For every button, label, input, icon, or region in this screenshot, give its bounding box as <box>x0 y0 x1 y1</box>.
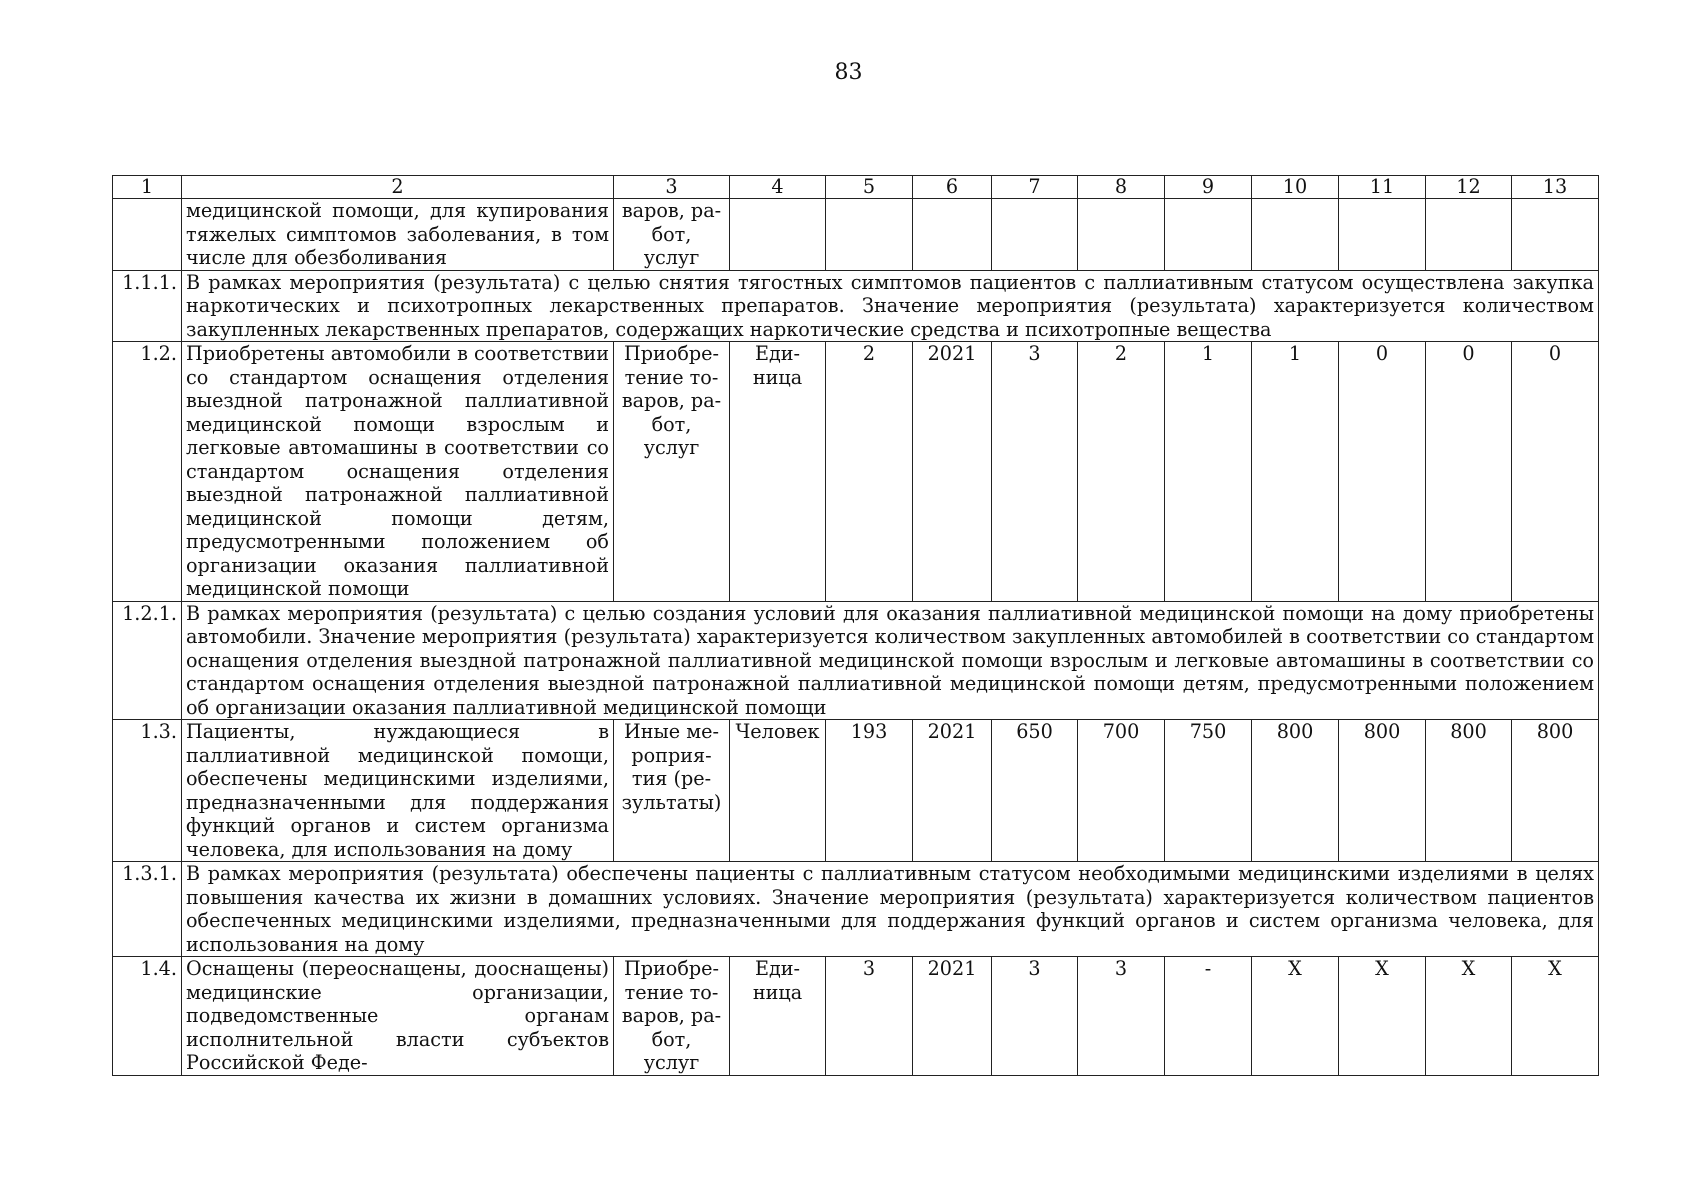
value-col-10: 800 <box>1252 720 1339 862</box>
value-col-9: - <box>1165 957 1252 1076</box>
header-col-10: 10 <box>1252 176 1339 199</box>
value-col-8: 2 <box>1078 342 1165 602</box>
header-col-3: 3 <box>614 176 730 199</box>
header-col-9: 9 <box>1165 176 1252 199</box>
row-number: 1.3.1. <box>113 862 182 957</box>
header-col-1: 1 <box>113 176 182 199</box>
result-kind-line: тение то- <box>624 365 719 389</box>
table-row <box>113 720 1599 862</box>
value-col-7 <box>992 199 1078 271</box>
note-text: В рамках мероприятия (результата) с целью создания условий для оказания паллиативной медицинской помощи на дому приобретены автомобили. Значение мероприятия (результата) характеризуется количеством закупленных автомобилей в соответствии со стандартом оснащения отделения выездной патронажной паллиативной медицинской помощи взрослым и легковые автомашины в соответствии со стандартом оснащения отделения выездной патронажной паллиативной медицинской помощи детям, предусмотренными положением об организации оказания паллиативной медицинской помощи <box>182 601 1599 720</box>
value-col-5: 3 <box>826 957 913 1076</box>
header-col-13: 13 <box>1512 176 1599 199</box>
result-kind-line: зультаты) <box>621 790 722 814</box>
results-table <box>112 175 1599 1076</box>
header-col-4: 4 <box>730 176 826 199</box>
result-kind-line: Иные ме- <box>623 720 719 743</box>
value-col-8: 700 <box>1078 720 1165 862</box>
result-kind-line: услуг <box>643 246 700 269</box>
result-name: Оснащены (переоснащены, дооснащены) медицинские организации, подведомственные органам исполнительной власти субъектов Российской Феде- <box>182 957 614 1076</box>
row-number: 1.2. <box>113 342 182 602</box>
header-col-7: 7 <box>992 176 1078 199</box>
result-name: Приобретены автомобили в соответствии со стандартом оснащения отделения выездной патронажной паллиативной медицинской помощи взрослым и легковые автомашины в соответствии со стандартом оснащения отделения выездной патронажной паллиативной медицинской помощи детям, предусмотренными положением об организации оказания паллиативной медицинской помощи <box>182 342 614 602</box>
row-number <box>113 199 182 271</box>
note-text: В рамках мероприятия (результата) с целью снятия тягостных симптомов пациентов с паллиативным статусом осуществлена закупка наркотических и психотропных лекарственных препаратов. Значение мероприятия (результата) характеризуется количеством закупленных лекарственных препаратов, содержащих наркотические средства и психотропные вещества <box>182 270 1599 342</box>
note-row <box>113 270 1599 342</box>
result-kind-line: варов, ра- <box>621 199 722 222</box>
result-kind-line: тение то- <box>624 980 719 1004</box>
value-col-8: 3 <box>1078 957 1165 1076</box>
value-col-6 <box>913 199 992 271</box>
value-col-8 <box>1078 199 1165 271</box>
value-col-13 <box>1512 199 1599 271</box>
continued-row <box>113 199 1599 271</box>
result-kind <box>614 957 730 1076</box>
header-col-6: 6 <box>913 176 992 199</box>
unit-line: ница <box>752 980 803 1004</box>
value-col-11: X <box>1339 957 1426 1076</box>
value-col-13: X <box>1512 957 1599 1076</box>
result-kind <box>614 199 730 271</box>
table-row <box>113 957 1599 1076</box>
value-col-11: 800 <box>1339 720 1426 862</box>
value-col-11 <box>1339 199 1426 271</box>
unit-line: ница <box>752 365 803 389</box>
column-number-header <box>113 176 1599 199</box>
row-number: 1.1.1. <box>113 270 182 342</box>
value-col-6: 2021 <box>913 342 992 602</box>
value-col-6: 2021 <box>913 720 992 862</box>
unit <box>730 199 826 271</box>
value-col-12 <box>1426 199 1512 271</box>
note-text: В рамках мероприятия (результата) обеспечены пациенты с паллиативным статусом необходимыми медицинскими изделиями в целях повышения качества их жизни в домашних условиях. Значение мероприятия (результата) характеризуется количеством пациентов обеспеченных медицинскими изделиями, предназначенными для поддержания функций органов и систем организма человека, для использования на дому <box>182 862 1599 957</box>
value-col-13: 800 <box>1512 720 1599 862</box>
header-col-8: 8 <box>1078 176 1165 199</box>
value-col-9: 750 <box>1165 720 1252 862</box>
value-col-5 <box>826 199 913 271</box>
table-body <box>113 176 1599 1076</box>
note-row <box>113 862 1599 957</box>
result-kind <box>614 720 730 862</box>
table-row <box>113 342 1599 602</box>
header-col-12: 12 <box>1426 176 1512 199</box>
value-col-7: 3 <box>992 957 1078 1076</box>
page-number: 83 <box>834 60 863 85</box>
value-col-13: 0 <box>1512 342 1599 602</box>
row-number: 1.3. <box>113 720 182 862</box>
result-name: медицинской помощи, для купирования тяжелых симптомов заболевания, в том числе для обезболивания <box>182 199 614 271</box>
result-kind-line: бот, <box>651 222 692 246</box>
value-col-5: 193 <box>826 720 913 862</box>
note-row <box>113 601 1599 720</box>
result-kind-line: услуг <box>643 1051 700 1074</box>
result-kind <box>614 342 730 602</box>
value-col-9: 1 <box>1165 342 1252 602</box>
unit <box>730 720 826 862</box>
result-kind-line: услуг <box>643 436 700 459</box>
value-col-11: 0 <box>1339 342 1426 602</box>
result-name: Пациенты, нуждающиеся в паллиативной медицинской помощи, обеспечены медицинскими изделиями, предназначенными для поддержания функций органов и систем организма человека, для использования на дому <box>182 720 614 862</box>
header-col-11: 11 <box>1339 176 1426 199</box>
value-col-10 <box>1252 199 1339 271</box>
value-col-12: 800 <box>1426 720 1512 862</box>
value-col-12: X <box>1426 957 1512 1076</box>
unit-line: Еди- <box>754 342 801 365</box>
result-kind-line: бот, <box>651 412 692 436</box>
value-col-6: 2021 <box>913 957 992 1076</box>
value-col-10: 1 <box>1252 342 1339 602</box>
result-kind-line: варов, ра- <box>621 1004 722 1027</box>
result-kind-line: роприя- <box>631 743 712 767</box>
value-col-12: 0 <box>1426 342 1512 602</box>
result-kind-line: Приобре- <box>623 342 720 365</box>
row-number: 1.2.1. <box>113 601 182 720</box>
value-col-10: X <box>1252 957 1339 1076</box>
unit <box>730 957 826 1076</box>
result-kind-line: варов, ра- <box>621 389 722 412</box>
value-col-7: 3 <box>992 342 1078 602</box>
value-col-9 <box>1165 199 1252 271</box>
unit-line: Человек <box>735 720 820 743</box>
row-number: 1.4. <box>113 957 182 1076</box>
result-kind-line: Приобре- <box>623 957 720 980</box>
result-kind-line: тия (ре- <box>631 767 712 790</box>
header-col-5: 5 <box>826 176 913 199</box>
value-col-7: 650 <box>992 720 1078 862</box>
header-col-2: 2 <box>182 176 614 199</box>
unit-line: Еди- <box>754 957 801 980</box>
value-col-5: 2 <box>826 342 913 602</box>
result-kind-line: бот, <box>651 1027 692 1051</box>
unit <box>730 342 826 602</box>
